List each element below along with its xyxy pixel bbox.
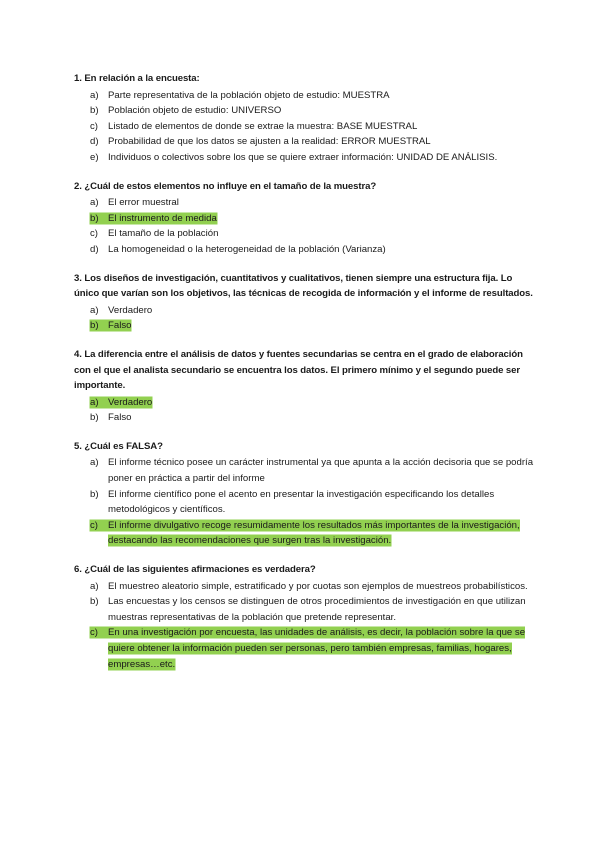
- option-text: La homogeneidad o la heterogeneidad de la población (Varianza): [108, 243, 386, 255]
- option-text: Población objeto de estudio: UNIVERSO: [108, 105, 282, 117]
- option-letter-text: a): [90, 197, 99, 209]
- option-letter-text: a): [90, 304, 99, 316]
- option-letter-text: c): [90, 228, 98, 240]
- option-letter-text: e): [90, 151, 99, 163]
- answer-option: [74, 487, 534, 518]
- option-text-wrap: [108, 318, 534, 334]
- option-text: Verdadero: [108, 304, 153, 316]
- option-text: Listado de elementos de donde se extrae la muestra: BASE MUESTRAL: [108, 120, 418, 132]
- option-text: Las encuestas y los censos se distinguen de otros procedimientos de investigación en que utilizan muestras representativas de la población que pretende representar.: [108, 596, 526, 623]
- answer-option: [74, 211, 534, 227]
- correct-answer-text: El informe divulgativo recoge resumidamente los resultados más importantes de la investigación, destacando las recomendaciones que surgen tras la investigación.: [108, 519, 520, 547]
- question-3: [74, 271, 534, 334]
- option-text-wrap: [108, 119, 534, 135]
- option-text: Probabilidad de que los datos se ajusten a la realidad: ERROR MUESTRAL: [108, 136, 431, 148]
- option-text-wrap: [108, 134, 534, 150]
- question-title: 2. ¿Cuál de estos elementos no influye en el tamaño de la muestra?: [74, 180, 377, 192]
- question-2: [74, 179, 534, 258]
- option-letter-text: b): [90, 412, 99, 424]
- option-letter-text: b): [90, 213, 111, 224]
- option-letter-text: c): [90, 627, 110, 638]
- option-letter: [74, 119, 108, 135]
- option-list: [74, 579, 534, 673]
- option-letter-text: b): [90, 488, 99, 500]
- option-letter: [74, 455, 108, 486]
- option-letter-text: a): [90, 457, 99, 469]
- question-title: 6. ¿Cuál de las siguientes afirmaciones es verdadera?: [74, 564, 316, 576]
- option-letter: [74, 226, 108, 242]
- answer-option: [74, 410, 534, 426]
- option-letter: [74, 303, 108, 319]
- answer-option: [74, 242, 534, 258]
- answer-option: [74, 455, 534, 486]
- question-4: [74, 347, 534, 426]
- answer-option: [74, 88, 534, 104]
- option-text: Parte representativa de la población objeto de estudio: MUESTRA: [108, 89, 390, 101]
- option-letter-text: d): [90, 243, 99, 255]
- option-text-wrap: [108, 395, 534, 411]
- option-letter: [74, 579, 108, 595]
- option-text: Falso: [108, 412, 132, 424]
- correct-answer-text: El instrumento de medida: [108, 212, 217, 224]
- answer-option: [74, 119, 534, 135]
- answer-option: [74, 195, 534, 211]
- option-list: [74, 88, 534, 166]
- answer-option: [74, 150, 534, 166]
- question-6: [74, 562, 534, 672]
- answer-option: [74, 518, 534, 549]
- option-list: [74, 303, 534, 334]
- option-letter: [74, 395, 108, 411]
- option-letter: [74, 625, 108, 672]
- option-letter: [74, 88, 108, 104]
- answer-option: [74, 625, 534, 672]
- option-letter: [74, 518, 108, 549]
- option-text-wrap: [108, 594, 534, 625]
- option-text: El informe científico pone el acento en presentar la investigación especificando los detalles metodológicos y científicos.: [108, 488, 495, 516]
- option-text: El error muestral: [108, 197, 179, 209]
- option-text-wrap: [108, 226, 534, 242]
- answer-option: [74, 103, 534, 119]
- option-letter-text: d): [90, 136, 99, 148]
- option-letter-text: c): [90, 520, 110, 531]
- question-title: 4. La diferencia entre el análisis de datos y fuentes secundarias se centra en el grado de elaboración con el que el analista secundario se encuentra los datos. El primero mínimo y el segundo puede ser importante.: [74, 348, 523, 392]
- option-text-wrap: [108, 103, 534, 119]
- correct-answer-text: En una investigación por encuesta, las unidades de análisis, es decir, la población sobre la que se quiere obtener la información pueden ser personas, pero también empresas, familias, hogares, empresas…etc.: [108, 627, 526, 670]
- answer-option: [74, 226, 534, 242]
- option-letter-text: b): [90, 596, 99, 608]
- option-text: El informe técnico posee un carácter instrumental ya que apunta a la acción decisoria que se podría poner en práctica a partir del informe: [108, 457, 534, 485]
- option-text-wrap: [108, 150, 534, 166]
- option-text-wrap: [108, 579, 534, 595]
- option-list: [74, 195, 534, 257]
- option-text-wrap: [108, 211, 534, 227]
- correct-answer-text: Falso: [108, 320, 132, 332]
- option-letter: [74, 487, 108, 518]
- correct-answer-text: Verdadero: [108, 396, 153, 408]
- answer-option: [74, 395, 534, 411]
- option-letter-text: a): [90, 397, 111, 408]
- question-title: 3. Los diseños de investigación, cuantitativos y cualitativos, tienen siempre una estructura fija. Lo único que varían son los objetivos, las técnicas de recogida de información y el informe de resultados.: [74, 272, 533, 300]
- option-text: El muestreo aleatorio simple, estratificado y por cuotas son ejemplos de muestreos probabilísticos.: [108, 580, 528, 592]
- option-text-wrap: [108, 487, 534, 518]
- question-5: [74, 439, 534, 549]
- option-text: Individuos o colectivos sobre los que se quiere extraer información: UNIDAD DE ANÁLISIS.: [108, 151, 498, 163]
- option-letter: [74, 150, 108, 166]
- answer-option: [74, 594, 534, 625]
- option-letter: [74, 211, 108, 227]
- option-letter: [74, 103, 108, 119]
- option-letter-text: b): [90, 320, 111, 331]
- option-letter: [74, 134, 108, 150]
- option-letter: [74, 410, 108, 426]
- option-list: [74, 455, 534, 549]
- answer-option: [74, 303, 534, 319]
- question-1: [74, 71, 534, 166]
- option-text-wrap: [108, 518, 534, 549]
- option-text-wrap: [108, 410, 534, 426]
- option-text-wrap: [108, 625, 534, 672]
- answer-option: [74, 134, 534, 150]
- option-text-wrap: [108, 455, 534, 486]
- option-text: El tamaño de la población: [108, 228, 219, 240]
- option-text-wrap: [108, 88, 534, 104]
- option-letter-text: b): [90, 105, 99, 117]
- option-text-wrap: [108, 242, 534, 258]
- option-letter-text: a): [90, 89, 99, 101]
- option-letter: [74, 242, 108, 258]
- question-title: 5. ¿Cuál es FALSA?: [74, 440, 163, 452]
- option-letter-text: a): [90, 580, 99, 592]
- answer-option: [74, 579, 534, 595]
- question-title: 1. En relación a la encuesta:: [74, 73, 200, 84]
- option-list: [74, 395, 534, 426]
- option-letter: [74, 594, 108, 625]
- option-letter: [74, 318, 108, 334]
- option-text-wrap: [108, 195, 534, 211]
- option-text-wrap: [108, 303, 534, 319]
- answer-option: [74, 318, 534, 334]
- option-letter-text: c): [90, 120, 98, 132]
- quiz-content: [74, 71, 534, 685]
- option-letter: [74, 195, 108, 211]
